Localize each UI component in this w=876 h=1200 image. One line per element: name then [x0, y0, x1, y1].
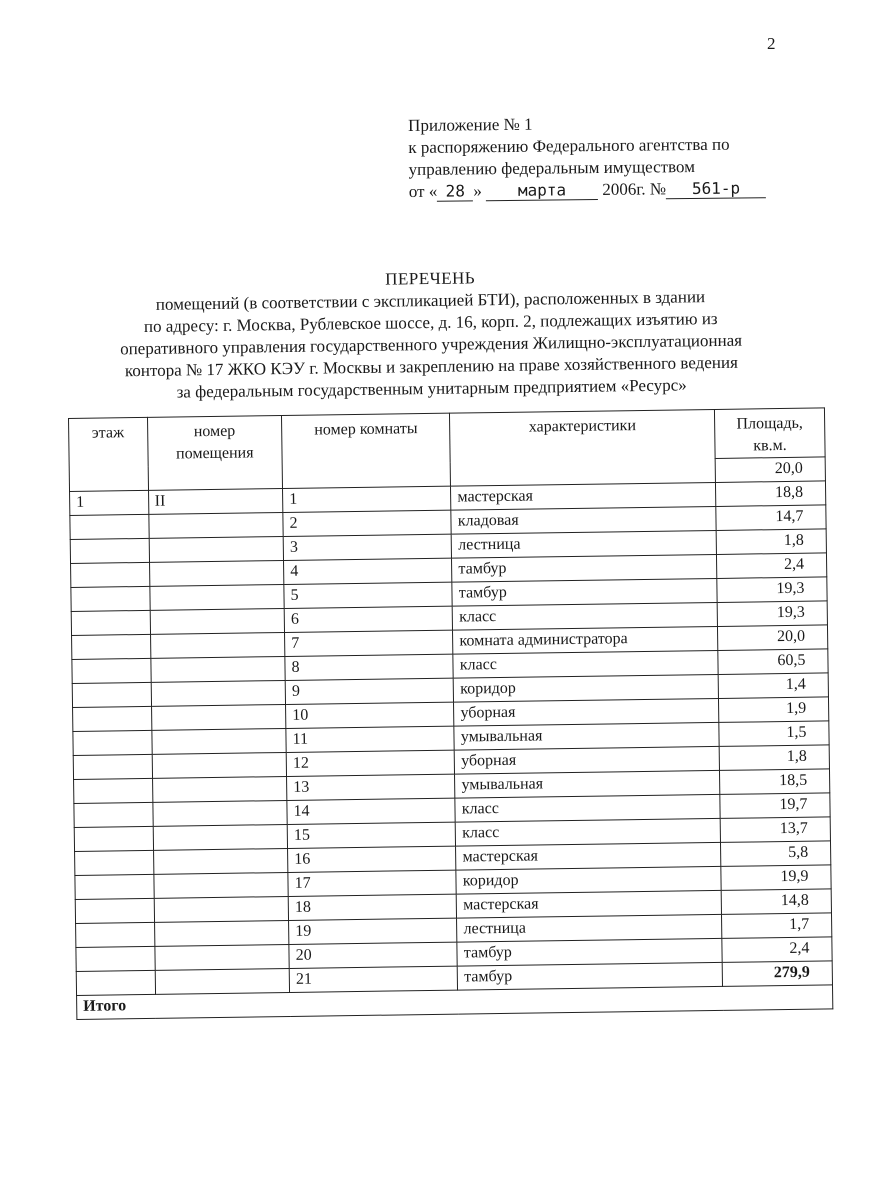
appendix-line-2: к распоряжению Федерального агентства по — [408, 134, 730, 157]
cell-premise — [150, 632, 285, 658]
cell-room: 5 — [284, 582, 453, 608]
cell-characteristics: тамбур — [457, 938, 722, 966]
heading-title: ПЕРЕЧЕНЬ — [385, 268, 476, 289]
premises-table — [68, 407, 833, 1020]
cell-area: 5,8 — [721, 841, 831, 867]
premises-table-wrap — [68, 407, 833, 1020]
cell-floor — [75, 874, 154, 899]
document-heading — [60, 263, 802, 405]
cell-room: 14 — [287, 798, 456, 824]
cell-area: 20,0 — [718, 625, 828, 651]
cell-area: 2,4 — [717, 553, 827, 579]
cell-premise — [151, 680, 286, 706]
cell-characteristics: умывальная — [454, 722, 719, 750]
cell-characteristics: уборная — [455, 746, 720, 774]
cell-premise — [149, 585, 284, 611]
cell-floor — [70, 538, 149, 563]
heading-line-2: по адресу: г. Москва, Рублевское шоссе, д. 16, корп. 2, подлежащих изъятию из — [143, 308, 718, 336]
cell-area: 2,4 — [722, 937, 832, 963]
cell-room: 2 — [283, 510, 452, 536]
cell-room: 17 — [288, 870, 457, 896]
cell-floor — [72, 682, 151, 707]
cell-premise — [151, 704, 286, 730]
cell-floor — [76, 946, 155, 971]
cell-room: 16 — [288, 846, 457, 872]
header-room: номер комнаты — [282, 413, 451, 488]
cell-premise — [152, 752, 287, 778]
cell-area: 60,5 — [718, 649, 828, 675]
cell-characteristics: коридор — [456, 866, 721, 894]
date-month: марта — [486, 181, 598, 201]
cell-premise — [152, 776, 287, 802]
cell-characteristics: уборная — [454, 698, 719, 726]
cell-room: 1 — [283, 486, 452, 512]
cell-area: 1,5 — [719, 721, 829, 747]
total-label: Итого — [77, 985, 833, 1020]
appendix-title: Приложение № 1 — [408, 114, 533, 135]
cell-floor — [75, 850, 154, 875]
header-floor: этаж — [69, 417, 149, 491]
order-number: 561-р — [666, 179, 766, 199]
cell-room: 3 — [283, 534, 452, 560]
header-premise: номер помещения — [147, 416, 283, 491]
appendix-line-3: управлению федеральным имуществом — [408, 156, 695, 179]
cell-area: 18,5 — [720, 769, 830, 795]
cell-premise — [149, 537, 284, 563]
cell-room: 19 — [289, 918, 458, 944]
cell-floor — [73, 730, 152, 755]
heading-line-3: оперативного управления государственного учреждения Жилищно-эксплуатационная — [119, 330, 743, 359]
cell-area: 1,8 — [719, 745, 829, 771]
cell-floor — [76, 922, 155, 947]
cell-room: 11 — [286, 726, 455, 752]
header-characteristics: характеристики — [450, 409, 716, 486]
cell-floor — [72, 634, 151, 659]
cell-premise — [153, 872, 288, 898]
date-year: 2006г. № — [602, 179, 667, 199]
cell-floor — [74, 802, 153, 827]
cell-premise — [150, 608, 285, 634]
cell-area: 19,3 — [717, 577, 827, 603]
cell-area: 19,9 — [721, 865, 831, 891]
cell-characteristics: умывальная — [455, 770, 720, 798]
cell-premise — [150, 656, 285, 682]
cell-floor — [73, 706, 152, 731]
cell-room: 13 — [287, 774, 456, 800]
cell-floor — [75, 898, 154, 923]
cell-area: 14,7 — [716, 505, 826, 531]
date-day: 28 — [437, 182, 473, 201]
cell-area: 19,3 — [717, 601, 827, 627]
cell-room: 10 — [286, 702, 455, 728]
cell-characteristics: класс — [455, 794, 720, 822]
cell-room: 7 — [285, 630, 454, 656]
cell-premise — [152, 800, 287, 826]
header-area-value: 20,0 — [715, 457, 825, 483]
cell-characteristics: класс — [456, 818, 721, 846]
cell-premise — [154, 944, 289, 970]
cell-room: 12 — [286, 750, 455, 776]
heading-line-1: помещений (в соответствии с экспликацией БТИ), расположенных в здании — [155, 287, 706, 314]
cell-characteristics: класс — [453, 602, 718, 630]
cell-floor — [72, 658, 151, 683]
cell-premise: II — [148, 489, 283, 515]
cell-premise — [154, 920, 289, 946]
cell-area: 1,8 — [716, 529, 826, 555]
cell-floor — [74, 778, 153, 803]
cell-characteristics: коридор — [454, 674, 719, 702]
cell-premise — [149, 561, 284, 587]
cell-room: 8 — [285, 654, 454, 680]
cell-characteristics: кладовая — [451, 506, 716, 534]
cell-room: 4 — [284, 558, 453, 584]
cell-area: 279,9 — [722, 961, 832, 987]
heading-line-5: за федеральным государственным унитарным предприятием «Ресурс» — [176, 375, 687, 402]
cell-room: 9 — [285, 678, 454, 704]
cell-characteristics: мастерская — [456, 842, 721, 870]
cell-room: 21 — [289, 966, 458, 992]
page-number: 2 — [767, 34, 776, 53]
cell-area: 1,9 — [719, 697, 829, 723]
cell-premise — [155, 968, 290, 994]
cell-room: 6 — [284, 606, 453, 632]
cell-floor — [70, 514, 149, 539]
cell-characteristics: тамбур — [452, 578, 717, 606]
cell-room: 15 — [287, 822, 456, 848]
cell-characteristics: лестница — [457, 914, 722, 942]
cell-characteristics: тамбур — [452, 554, 717, 582]
cell-characteristics: класс — [453, 650, 718, 678]
date-prefix: от « — [408, 181, 438, 201]
cell-area: 18,8 — [716, 481, 826, 507]
appendix-block — [408, 111, 829, 203]
cell-characteristics: комната администратора — [453, 626, 718, 654]
cell-floor — [71, 586, 150, 611]
cell-premise — [151, 728, 286, 754]
header-area: Площадь, кв.м. — [714, 408, 825, 459]
date-mid: » — [473, 181, 482, 201]
cell-area: 1,7 — [722, 913, 832, 939]
appendix-date-line — [409, 177, 829, 203]
cell-floor — [71, 562, 150, 587]
cell-premise — [153, 824, 288, 850]
cell-floor: 1 — [70, 490, 149, 515]
cell-characteristics: лестница — [452, 530, 717, 558]
cell-characteristics: мастерская — [451, 482, 716, 510]
heading-line-4: контора № 17 ЖКО КЭУ г. Москвы и закреплению на праве хозяйственного ведения — [124, 352, 738, 381]
cell-characteristics: мастерская — [457, 890, 722, 918]
cell-floor — [71, 610, 150, 635]
cell-floor — [74, 826, 153, 851]
cell-premise — [154, 896, 289, 922]
cell-area: 1,4 — [718, 673, 828, 699]
cell-room: 18 — [288, 894, 457, 920]
cell-area: 13,7 — [720, 817, 830, 843]
cell-characteristics: тамбур — [458, 962, 723, 990]
cell-area: 14,8 — [721, 889, 831, 915]
table-header-row — [69, 408, 826, 468]
cell-premise — [148, 513, 283, 539]
cell-room: 20 — [289, 942, 458, 968]
cell-premise — [153, 848, 288, 874]
cell-floor — [73, 754, 152, 779]
cell-floor — [76, 970, 155, 995]
cell-area: 19,7 — [720, 793, 830, 819]
